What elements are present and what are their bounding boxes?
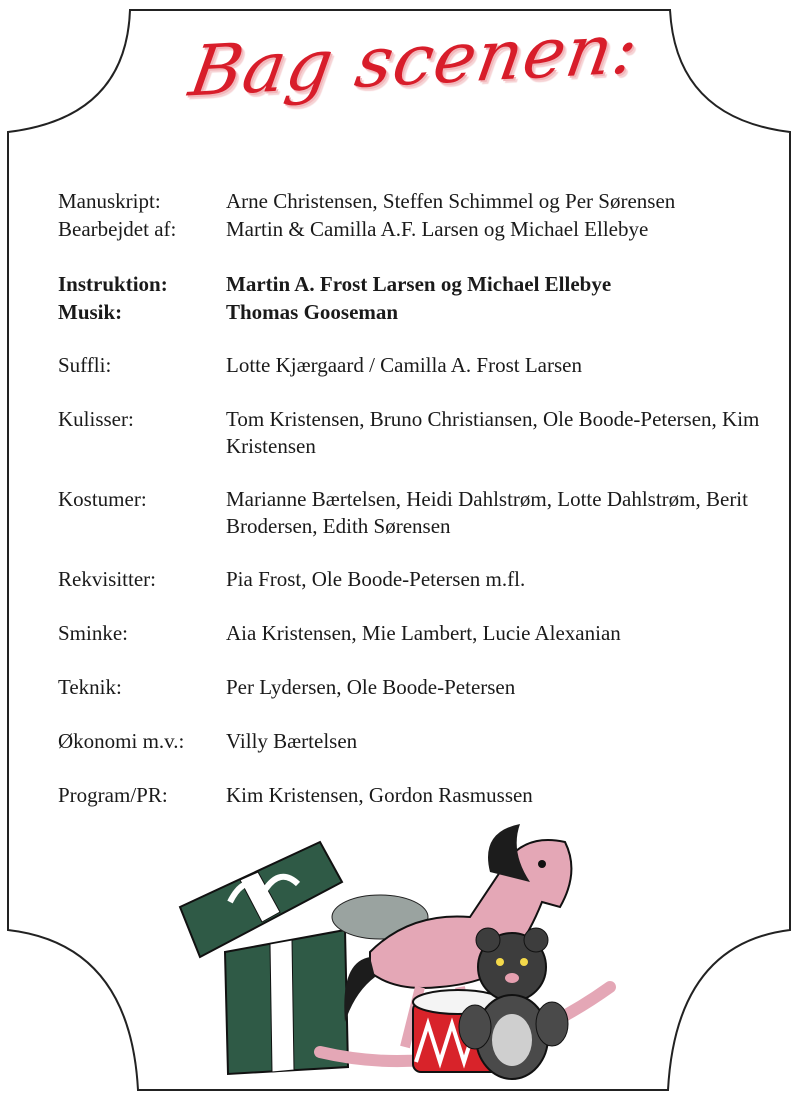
credit-label: Kostumer: (58, 487, 147, 511)
credit-label: Instruktion: (58, 272, 168, 296)
credit-value: Tom Kristensen, Bruno Christiansen, Ole Boode-Petersen, Kim Kristensen (226, 407, 760, 458)
credit-value: Aia Kristensen, Mie Lambert, Lucie Alexanian (226, 621, 621, 645)
credit-label: Økonomi m.v.: (58, 729, 185, 753)
credit-label: Program/PR: (58, 783, 168, 807)
credit-value: Martin & Camilla A.F. Larsen og Michael Ellebye (226, 217, 649, 241)
credit-label: Musik: (58, 300, 123, 324)
credit-value: Pia Frost, Ole Boode-Petersen m.fl. (226, 567, 526, 591)
christmas-toys-illustration (170, 812, 620, 1087)
credit-value: Marianne Bærtelsen, Heidi Dahlstrøm, Lotte Dahlstrøm, Berit Brodersen, Edith Sørensen (226, 487, 748, 538)
credit-value: Arne Christensen, Steffen Schimmel og Per Sørensen (226, 189, 676, 213)
page-title: Bag scenen: (184, 7, 645, 113)
credit-label: Bearbejdet af: (58, 217, 177, 241)
credit-value: Thomas Gooseman (226, 300, 399, 324)
credit-label: Rekvisitter: (58, 567, 156, 591)
credit-value: Lotte Kjærgaard / Camilla A. Frost Larsen (226, 353, 582, 377)
credit-label: Kulisser: (58, 407, 134, 431)
credit-value: Martin A. Frost Larsen og Michael Ellebye (226, 272, 612, 296)
credit-label: Sminke: (58, 621, 129, 645)
credit-value: Kim Kristensen, Gordon Rasmussen (226, 783, 533, 807)
credit-value: Per Lydersen, Ole Boode-Petersen (226, 675, 516, 699)
credit-label: Manuskript: (58, 189, 161, 213)
credit-label: Suffli: (58, 353, 112, 377)
credit-label: Teknik: (58, 675, 122, 699)
credit-value: Villy Bærtelsen (226, 729, 358, 753)
